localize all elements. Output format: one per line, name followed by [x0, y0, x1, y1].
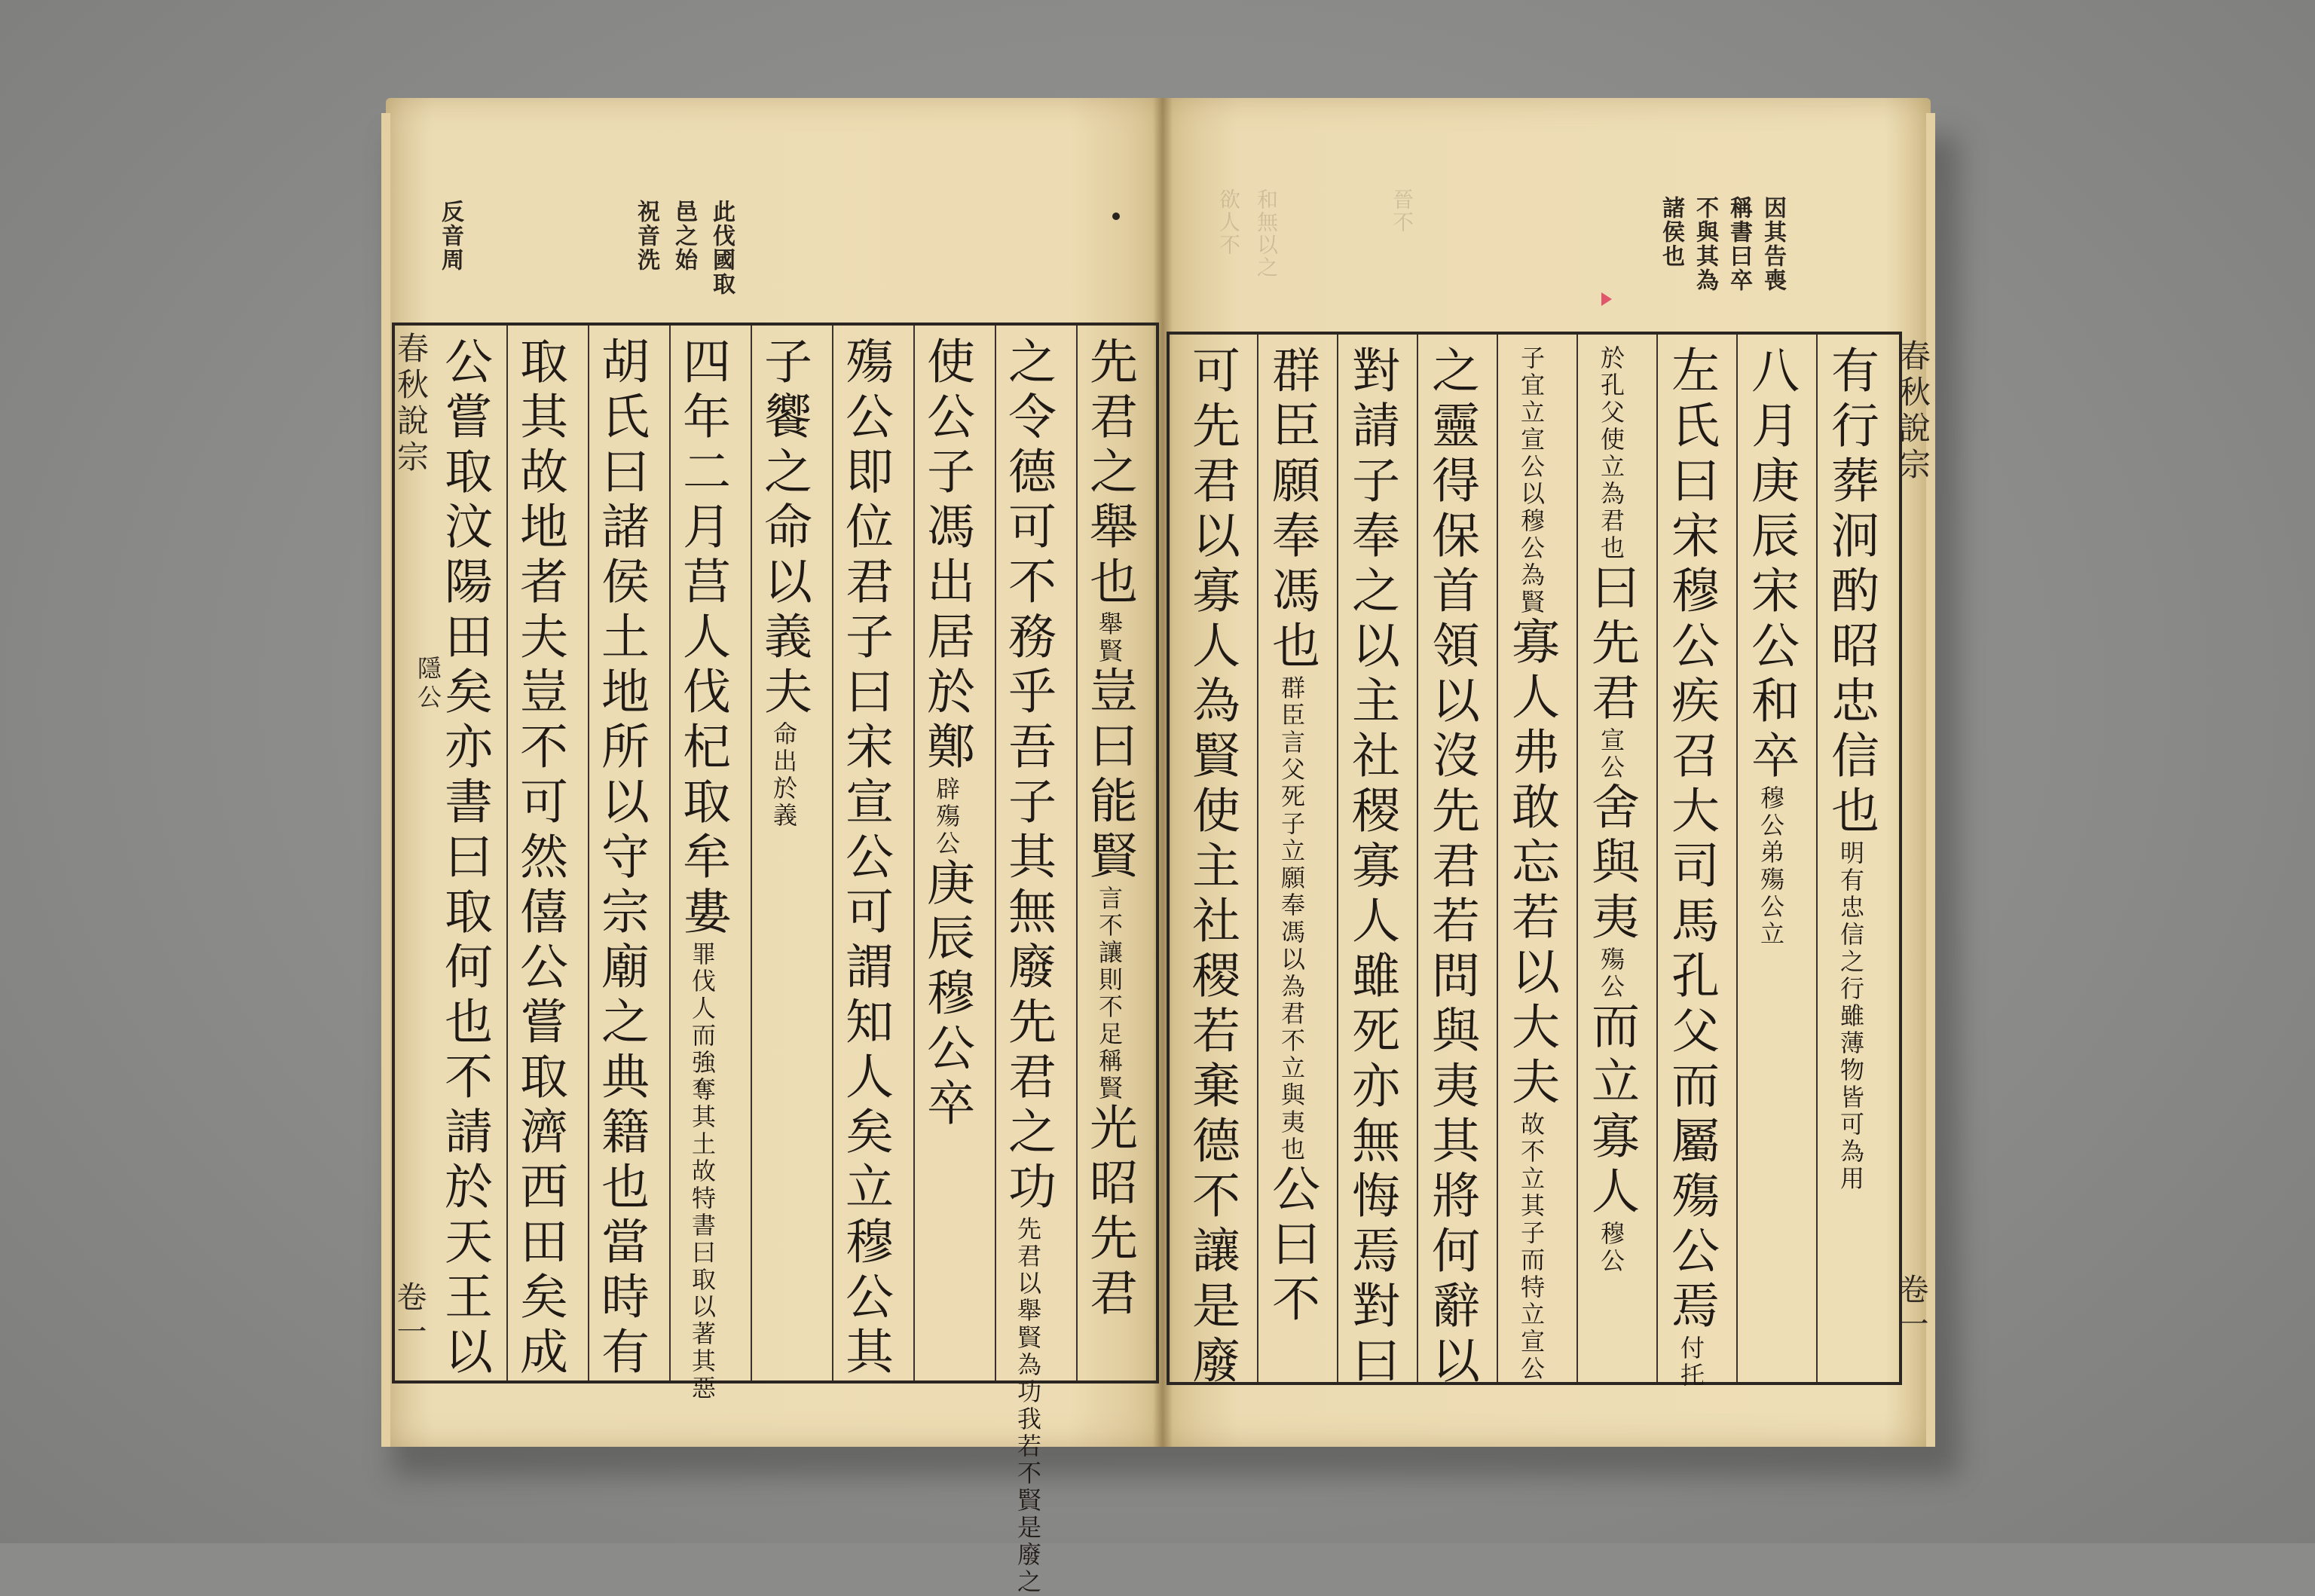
bleed-through-text: 和無以之 — [1254, 188, 1279, 279]
margin-title: 春秋說宗 — [1895, 339, 1931, 484]
header-note: 不與其為 — [1692, 196, 1718, 292]
bleed-through-text: 晉不 — [1390, 188, 1414, 234]
text-column: 八月庚辰宋公和卒穆公弟殤公立 — [1743, 345, 1799, 948]
margin-volume: 卷一 — [392, 1281, 427, 1350]
margin-section: 隱公 — [414, 656, 442, 713]
header-note: 邑之始 — [671, 200, 697, 272]
text-column: 取其故地者夫豈不可然僖公嘗取濟西田矣成 — [512, 336, 567, 1381]
left-text-frame — [392, 323, 1159, 1596]
text-column: 使公子馮出居於鄭辟殤公庚辰穆公卒 — [919, 336, 974, 1133]
text-column: 於孔父使立為君也曰先君宣公舍與夷殤公而立寡人穆公 — [1583, 345, 1639, 1275]
text-column: 四年二月莒人伐杞取牟婁罪伐人而強奪其土故特書曰取以著其惡 — [674, 336, 730, 1402]
header-note: 祝音洗 — [633, 200, 659, 272]
header-note: 因其告喪 — [1760, 196, 1786, 292]
text-column: 之令德可不務乎吾子其無廢先君之功先君以舉賢為功我若不賢是廢之 — [1000, 336, 1056, 1596]
ink-dot — [1112, 212, 1120, 220]
text-column: 對請子奉之以主社稷寡人雖死亦無悔焉對曰 — [1344, 345, 1399, 1390]
text-column: 子饗之命以義夫命出於義 — [756, 336, 812, 830]
text-column: 殤公即位君子曰宋宣公可謂知人矣立穆公其 — [837, 336, 893, 1381]
left-page-edge — [381, 113, 390, 1447]
bleed-through-text: 欲人不 — [1216, 188, 1241, 256]
text-column: 可先君以寡人為賢使主社稷若棄德不讓是廢 — [1184, 345, 1240, 1390]
text-column: 子宜立宣公以穆公為賢寡人弗敢忘若以大夫故不立其子而特立宣公 — [1503, 345, 1559, 1383]
margin-volume: 卷一 — [1894, 1273, 1928, 1343]
header-note: 此伐國取 — [708, 200, 735, 296]
right-text-frame — [1167, 332, 1902, 1390]
text-column: 左氏曰宋穆公疾召大司馬孔父而屬殤公焉付托 — [1663, 345, 1719, 1390]
header-note: 反音周 — [437, 200, 463, 272]
margin-title: 春秋說宗 — [393, 332, 430, 476]
text-column: 公嘗取汶陽田矣亦書曰取何也不請於天王以 — [436, 336, 492, 1381]
text-column: 胡氏曰諸侯土地所以守宗廟之典籍也當時有 — [593, 336, 649, 1381]
text-column: 先君之舉也舉賢豈曰能賢言不讓則不足稱賢光昭先君 — [1081, 336, 1137, 1322]
text-column: 群臣願奉馮也群臣言父死子立願奉馮以為君不立與夷也公曰不 — [1264, 345, 1320, 1328]
right-page-edge — [1926, 113, 1935, 1447]
text-column: 有行葬泂酌昭忠信也明有忠信之行雖薄物皆可為用 — [1823, 345, 1879, 1193]
header-note: 諸侯也 — [1658, 196, 1684, 268]
header-note: 稱書曰卒 — [1726, 196, 1752, 292]
text-column: 之靈得保首領以沒先君若問與夷其將何辭以 — [1424, 345, 1479, 1390]
